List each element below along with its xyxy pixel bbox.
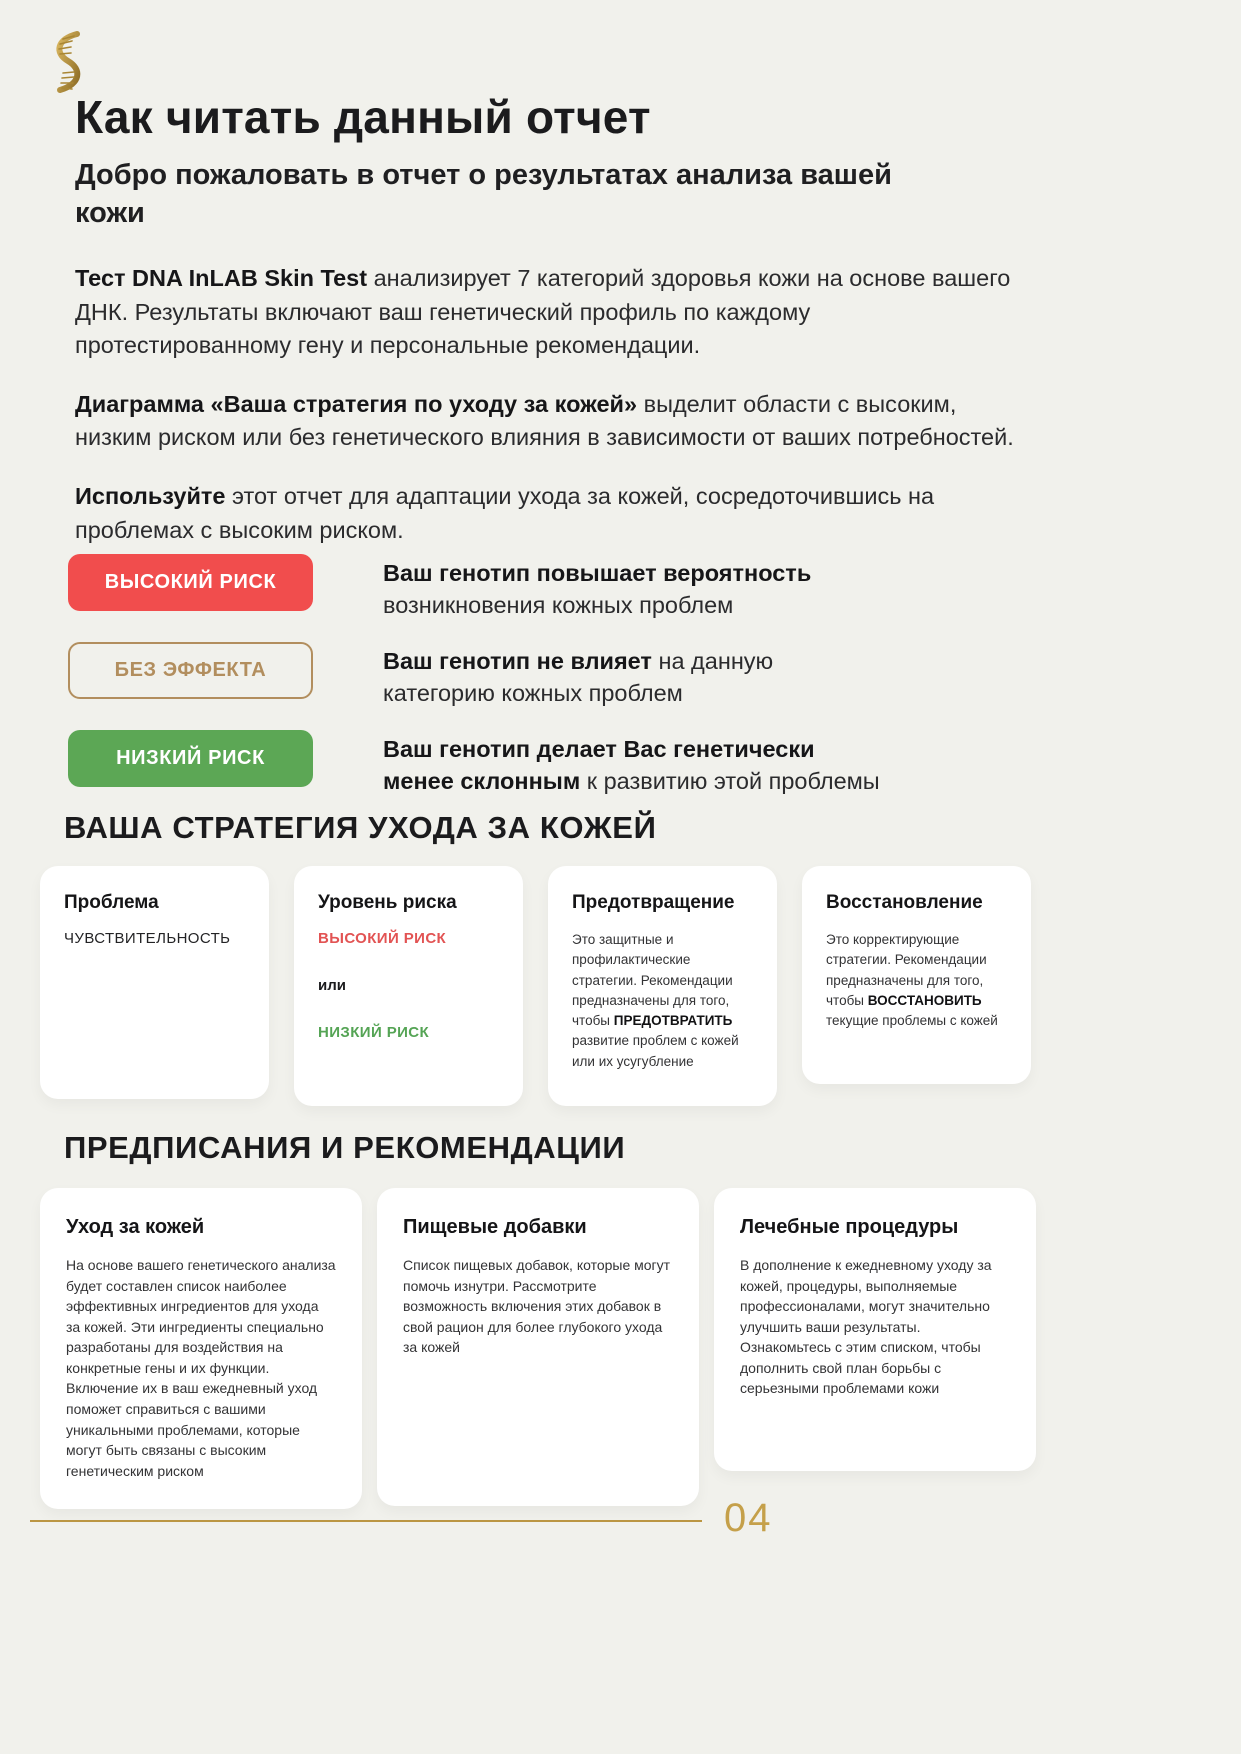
description-text: категорию кожных проблем — [383, 680, 683, 707]
description-bold: менее склонным — [383, 768, 581, 795]
high-risk-description — [383, 554, 811, 622]
low-risk-label: НИЗКИЙ РИСК — [318, 1024, 430, 1041]
card-title: Лечебные процедуры — [740, 1216, 959, 1238]
card-title: Проблема — [64, 892, 159, 913]
strategy-section-heading: ВАША СТРАТЕГИЯ УХОДА ЗА КОЖЕЙ — [64, 810, 657, 845]
paragraph-lead: Используйте — [75, 482, 226, 509]
card-title: Предотвращение — [572, 892, 735, 913]
strategy-card-risk-level — [294, 866, 523, 1106]
card-body — [572, 930, 753, 1072]
or-label: или — [318, 977, 346, 994]
paragraph-text: анализирует 7 категорий здоровья кожи на основе вашего ДНК. Результаты включают ваш генетический профиль по каждому протестированному гену и персональные рекомендации. — [75, 265, 1011, 359]
page-subtitle: Добро пожаловать в отчет о результатах анализа вашей кожи — [75, 159, 892, 230]
description-bold: Ваш генотип повышает вероятность — [383, 560, 812, 586]
prescription-card-supplements — [377, 1188, 699, 1506]
intro-section — [75, 262, 1025, 572]
dna-helix-icon — [44, 30, 92, 94]
legend-row-low-risk — [68, 730, 880, 798]
legend-row-high-risk — [68, 554, 880, 622]
intro-paragraph — [75, 388, 1025, 455]
body-text: развитие проблем с кожей или их усугубление — [572, 1033, 739, 1069]
prescription-card-treatments — [714, 1188, 1036, 1471]
intro-paragraph — [75, 262, 1025, 363]
page-number: 04 — [724, 1496, 773, 1540]
description-text: возникновения кожных проблем — [383, 592, 734, 619]
card-body — [826, 930, 1007, 1031]
card-title: Восстановление — [826, 892, 983, 913]
legend-row-no-effect — [68, 642, 880, 710]
paragraph-lead: Тест DNA InLAB Skin Test — [75, 265, 368, 291]
body-text: Это защитные и профилактические стратегии. Рекомендации предназначены для того, чтобы — [572, 932, 733, 1028]
card-title: Пищевые добавки — [403, 1216, 587, 1238]
description-text: на данную — [651, 647, 774, 674]
description-bold: Ваш генотип делает Вас генетически — [383, 735, 815, 762]
prescriptions-cards-row — [40, 1188, 1036, 1509]
description-text: к развитию этой проблемы — [580, 768, 880, 795]
no-effect-badge: БЕЗ ЭФФЕКТА — [68, 642, 313, 699]
strategy-card-problem — [40, 866, 269, 1099]
card-body: Список пищевых добавок, которые могут помочь изнутри. Рассмотрите возможность включения этих добавок в свой рацион для более глубокого ухода за кожей — [403, 1257, 671, 1356]
paragraph-text: этот отчет для адаптации ухода за кожей, сосредоточившись на проблемах с высоким риском. — [75, 482, 935, 543]
high-risk-badge: ВЫСОКИЙ РИСК — [68, 554, 313, 611]
body-text: Это корректирующие стратегии. Рекомендации предназначены для того, чтобы — [826, 932, 987, 1008]
card-title: Уровень риска — [318, 892, 457, 913]
intro-paragraph — [75, 480, 1025, 547]
risk-legend — [68, 554, 880, 798]
strategy-cards-row — [40, 866, 1031, 1106]
strategy-card-prevention — [548, 866, 777, 1106]
problem-value: ЧУВСТВИТЕЛЬНОСТЬ — [64, 930, 231, 947]
high-risk-label: ВЫСОКИЙ РИСК — [318, 930, 447, 947]
body-bold: ВОССТАНОВИТЬ — [867, 992, 982, 1008]
card-body: На основе вашего генетического анализа будет составлен список наиболее эффективных ингредиентов для ухода за кожей. Эти ингредиенты специально разработаны для воздействия на конкретные гены и их функции. Включение их в ваш ежедневный уход поможет справиться с вашими уникальными проблемами, которые могут быть связаны с высоким генетическим риском — [66, 1257, 336, 1479]
body-text: текущие проблемы с кожей — [826, 1013, 998, 1028]
low-risk-badge: НИЗКИЙ РИСК — [68, 730, 313, 787]
card-body: В дополнение к ежедневному уходу за кожей, процедуры, выполняемые профессионалами, могут значительно улучшить ваши результаты. Ознакомьтесь с этим списком, чтобы дополнить свой план борьбы с серьезными проблемами кожи — [740, 1257, 992, 1397]
card-title: Уход за кожей — [66, 1216, 205, 1238]
description-bold: Ваш генотип не влияет — [383, 647, 652, 674]
paragraph-lead: Диаграмма «Ваша стратегия по уходу за кожей» — [75, 390, 638, 417]
page-title: Как читать данный отчет — [75, 91, 651, 143]
footer-divider — [30, 1520, 702, 1522]
paragraph-text: выделит области с высоким, низким риском или без генетического влияния в зависимости от ваших потребностей. — [75, 390, 1014, 451]
strategy-card-restoration — [802, 866, 1031, 1084]
prescriptions-section-heading: ПРЕДПИСАНИЯ И РЕКОМЕНДАЦИИ — [64, 1130, 626, 1165]
no-effect-description — [383, 642, 773, 710]
low-risk-description — [383, 730, 880, 798]
prescription-card-skincare — [40, 1188, 362, 1509]
body-bold: ПРЕДОТВРАТИТЬ — [613, 1013, 733, 1028]
